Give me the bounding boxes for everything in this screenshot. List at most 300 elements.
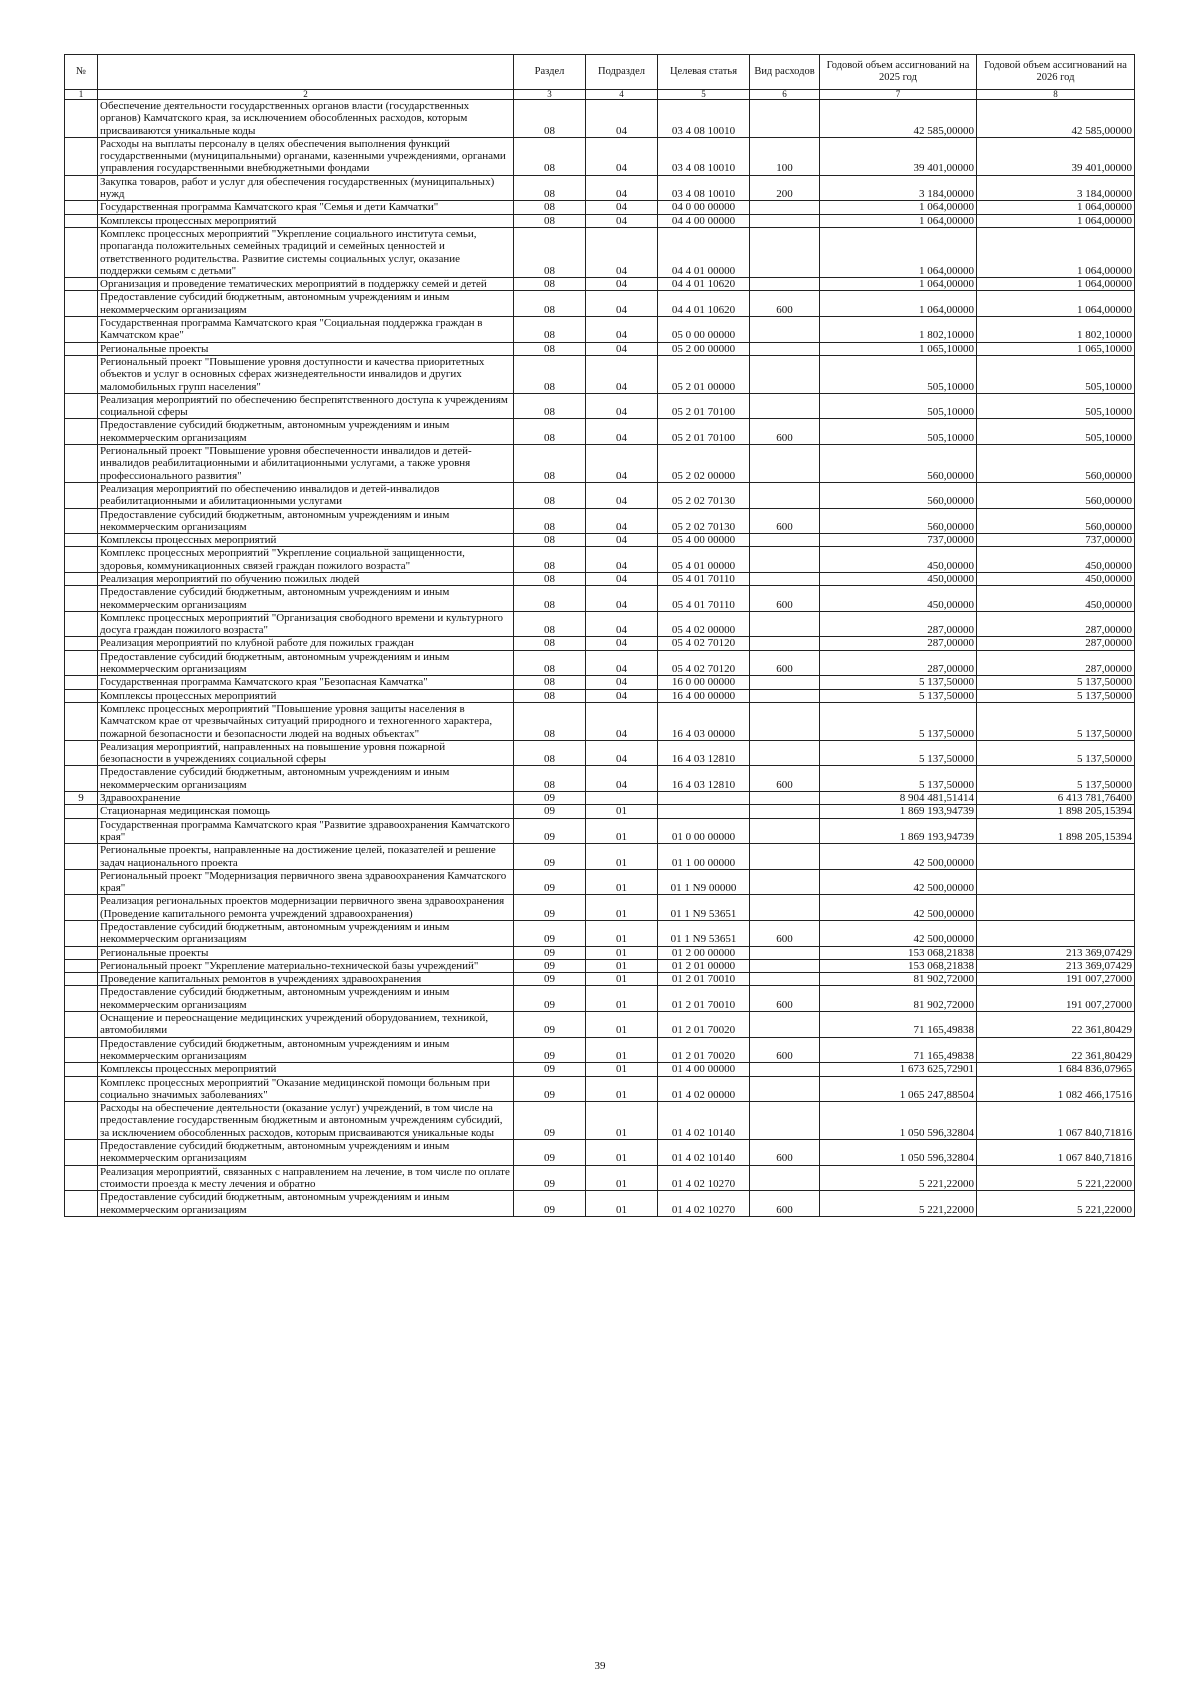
row-vid	[750, 445, 820, 483]
row-podrazdel: 04	[586, 100, 658, 138]
row-target: 05 2 01 70100	[658, 419, 750, 445]
row-number	[65, 740, 98, 766]
row-number	[65, 805, 98, 818]
row-amount-2026: 1 064,00000	[977, 291, 1135, 317]
row-vid	[750, 393, 820, 419]
row-amount-2025: 42 585,00000	[820, 100, 977, 138]
row-amount-2025: 737,00000	[820, 534, 977, 547]
row-number	[65, 278, 98, 291]
row-name: Реализация региональных проектов модернизации первичного звена здравоохранения (Проведение капитального ремонта учреждений здравоохранения)	[98, 895, 514, 921]
row-name: Проведение капитальных ремонтов в учреждениях здравоохранения	[98, 973, 514, 986]
row-number	[65, 921, 98, 947]
row-vid	[750, 689, 820, 702]
row-target: 05 4 01 00000	[658, 547, 750, 573]
row-amount-2025: 5 137,50000	[820, 740, 977, 766]
row-name: Государственная программа Камчатского края "Безопасная Камчатка"	[98, 676, 514, 689]
row-name: Здравоохранение	[98, 792, 514, 805]
row-podrazdel: 04	[586, 201, 658, 214]
row-number	[65, 650, 98, 676]
table-row	[65, 419, 1135, 445]
row-vid: 600	[750, 1191, 820, 1217]
row-target: 01 4 02 10140	[658, 1102, 750, 1140]
row-name: Региональные проекты, направленные на достижение целей, показателей и решение задач национального проекта	[98, 844, 514, 870]
row-amount-2025: 5 221,22000	[820, 1191, 977, 1217]
row-amount-2025: 8 904 481,51414	[820, 792, 977, 805]
row-amount-2026: 1 898 205,15394	[977, 818, 1135, 844]
table-row	[65, 611, 1135, 637]
row-name: Реализация мероприятий по обеспечению беспрепятственного доступа к учреждениям социальной сферы	[98, 393, 514, 419]
table-row	[65, 534, 1135, 547]
row-target: 16 0 00 00000	[658, 676, 750, 689]
row-number	[65, 572, 98, 585]
table-row	[65, 214, 1135, 227]
row-razdel: 08	[514, 702, 586, 740]
row-amount-2025: 450,00000	[820, 572, 977, 585]
table-row	[65, 869, 1135, 895]
row-name: Комплексы процессных мероприятий	[98, 1063, 514, 1076]
row-target: 01 2 01 70020	[658, 1037, 750, 1063]
row-vid: 600	[750, 921, 820, 947]
row-number	[65, 1140, 98, 1166]
row-name: Комплексы процессных мероприятий	[98, 689, 514, 702]
row-amount-2026: 1 802,10000	[977, 317, 1135, 343]
row-razdel: 09	[514, 973, 586, 986]
row-vid	[750, 1063, 820, 1076]
row-razdel: 09	[514, 986, 586, 1012]
table-row	[65, 844, 1135, 870]
row-amount-2026: 287,00000	[977, 637, 1135, 650]
column-number: 8	[977, 90, 1135, 100]
table-row	[65, 689, 1135, 702]
row-vid	[750, 547, 820, 573]
row-amount-2025: 5 137,50000	[820, 766, 977, 792]
row-target: 01 1 N9 53651	[658, 921, 750, 947]
row-podrazdel: 04	[586, 278, 658, 291]
row-target	[658, 792, 750, 805]
row-target: 16 4 00 00000	[658, 689, 750, 702]
row-target: 01 4 00 00000	[658, 1063, 750, 1076]
header-target: Целевая статья	[658, 55, 750, 90]
row-name: Предоставление субсидий бюджетным, автономным учреждениям и иным некоммерческим организациям	[98, 1037, 514, 1063]
row-vid	[750, 895, 820, 921]
row-name: Расходы на выплаты персоналу в целях обеспечения выполнения функций государственными (муниципальными) органами, казенными учреждениями, органами управления государственными внебюджетными фондами	[98, 137, 514, 175]
row-target: 01 4 02 10270	[658, 1165, 750, 1191]
row-target: 05 0 00 00000	[658, 317, 750, 343]
table-row	[65, 100, 1135, 138]
row-amount-2026: 505,10000	[977, 355, 1135, 393]
row-amount-2025: 1 064,00000	[820, 278, 977, 291]
row-podrazdel: 01	[586, 1165, 658, 1191]
row-amount-2025: 153 068,21838	[820, 946, 977, 959]
row-target: 16 4 03 12810	[658, 740, 750, 766]
row-razdel: 08	[514, 534, 586, 547]
row-number	[65, 844, 98, 870]
row-number	[65, 227, 98, 277]
row-podrazdel: 04	[586, 445, 658, 483]
row-podrazdel: 04	[586, 650, 658, 676]
table-row	[65, 317, 1135, 343]
column-number: 6	[750, 90, 820, 100]
row-target: 01 2 01 70010	[658, 986, 750, 1012]
row-amount-2026: 1 684 836,07965	[977, 1063, 1135, 1076]
row-name: Реализация мероприятий, направленных на повышение уровня пожарной безопасности в учреждениях социальной сферы	[98, 740, 514, 766]
row-name: Предоставление субсидий бюджетным, автономным учреждениям и иным некоммерческим организациям	[98, 766, 514, 792]
row-podrazdel: 04	[586, 317, 658, 343]
row-razdel: 09	[514, 818, 586, 844]
header-podrazdel: Подраздел	[586, 55, 658, 90]
row-vid	[750, 676, 820, 689]
row-target: 05 4 02 70120	[658, 637, 750, 650]
row-amount-2026: 737,00000	[977, 534, 1135, 547]
row-amount-2026: 1 065,10000	[977, 342, 1135, 355]
row-target: 03 4 08 10010	[658, 175, 750, 201]
table-row	[65, 1140, 1135, 1166]
row-target: 05 2 01 70100	[658, 393, 750, 419]
row-number	[65, 1102, 98, 1140]
row-amount-2026: 505,10000	[977, 393, 1135, 419]
row-name: Комплекс процессных мероприятий "Повышение уровня защиты населения в Камчатском крае от чрезвычайных ситуаций природного и техногенного характера, пожарной безопасности и безопасности людей на водных объектах"	[98, 702, 514, 740]
row-podrazdel: 04	[586, 676, 658, 689]
row-amount-2026: 560,00000	[977, 482, 1135, 508]
row-vid	[750, 201, 820, 214]
row-podrazdel: 04	[586, 291, 658, 317]
row-amount-2026: 6 413 781,76400	[977, 792, 1135, 805]
row-razdel: 08	[514, 278, 586, 291]
table-body	[65, 100, 1135, 1217]
row-vid: 600	[750, 1037, 820, 1063]
row-vid	[750, 973, 820, 986]
table-row	[65, 393, 1135, 419]
row-amount-2025: 71 165,49838	[820, 1012, 977, 1038]
table-row	[65, 702, 1135, 740]
row-amount-2026: 1 898 205,15394	[977, 805, 1135, 818]
row-amount-2026: 5 137,50000	[977, 676, 1135, 689]
row-name: Предоставление субсидий бюджетным, автономным учреждениям и иным некоммерческим организациям	[98, 419, 514, 445]
row-amount-2026: 450,00000	[977, 586, 1135, 612]
row-target: 01 1 00 00000	[658, 844, 750, 870]
row-podrazdel: 01	[586, 844, 658, 870]
row-razdel: 09	[514, 946, 586, 959]
row-vid: 600	[750, 508, 820, 534]
row-name: Расходы на обеспечение деятельности (оказание услуг) учреждений, в том числе на предоставление государственным бюджетным и автономным учреждениям субсидий, за исключением обособленных расходов, которым присваиваются уникальные коды	[98, 1102, 514, 1140]
row-amount-2025: 39 401,00000	[820, 137, 977, 175]
row-podrazdel: 01	[586, 1191, 658, 1217]
row-razdel: 09	[514, 1102, 586, 1140]
row-name: Региональные проекты	[98, 342, 514, 355]
row-razdel: 08	[514, 214, 586, 227]
row-razdel: 09	[514, 1165, 586, 1191]
row-target: 03 4 08 10010	[658, 100, 750, 138]
table-row	[65, 1191, 1135, 1217]
row-razdel: 09	[514, 844, 586, 870]
row-vid	[750, 611, 820, 637]
row-amount-2025: 71 165,49838	[820, 1037, 977, 1063]
table-row	[65, 792, 1135, 805]
row-amount-2026: 1 064,00000	[977, 227, 1135, 277]
row-razdel: 08	[514, 650, 586, 676]
row-amount-2026: 450,00000	[977, 547, 1135, 573]
row-razdel: 08	[514, 175, 586, 201]
row-podrazdel: 04	[586, 766, 658, 792]
row-razdel: 09	[514, 1037, 586, 1063]
table-row	[65, 482, 1135, 508]
table-row	[65, 740, 1135, 766]
table-row	[65, 547, 1135, 573]
row-target: 04 4 01 00000	[658, 227, 750, 277]
table-row	[65, 227, 1135, 277]
row-name: Комплекс процессных мероприятий "Укрепление социальной защищенности, здоровья, коммуникационных связей граждан пожилого возраста"	[98, 547, 514, 573]
row-number	[65, 946, 98, 959]
row-name: Предоставление субсидий бюджетным, автономным учреждениям и иным некоммерческим организациям	[98, 650, 514, 676]
row-vid: 200	[750, 175, 820, 201]
row-podrazdel: 01	[586, 973, 658, 986]
row-podrazdel: 01	[586, 1063, 658, 1076]
table-row	[65, 201, 1135, 214]
row-podrazdel: 01	[586, 986, 658, 1012]
row-amount-2026: 5 221,22000	[977, 1191, 1135, 1217]
row-vid	[750, 214, 820, 227]
row-number	[65, 1037, 98, 1063]
row-amount-2025: 42 500,00000	[820, 921, 977, 947]
row-number	[65, 393, 98, 419]
row-amount-2025: 1 869 193,94739	[820, 818, 977, 844]
row-razdel: 09	[514, 792, 586, 805]
row-number	[65, 534, 98, 547]
row-name: Закупка товаров, работ и услуг для обеспечения государственных (муниципальных) нужд	[98, 175, 514, 201]
row-podrazdel: 04	[586, 534, 658, 547]
row-amount-2026: 1 082 466,17516	[977, 1076, 1135, 1102]
row-amount-2025: 450,00000	[820, 547, 977, 573]
row-vid: 600	[750, 766, 820, 792]
row-amount-2025: 505,10000	[820, 355, 977, 393]
row-amount-2026: 560,00000	[977, 445, 1135, 483]
header-y2026: Годовой объем ассигнований на 2026 год	[977, 55, 1135, 90]
row-name: Региональные проекты	[98, 946, 514, 959]
row-target: 03 4 08 10010	[658, 137, 750, 175]
row-vid	[750, 355, 820, 393]
row-number	[65, 1012, 98, 1038]
row-podrazdel: 04	[586, 419, 658, 445]
row-target: 05 4 01 70110	[658, 572, 750, 585]
table-row	[65, 586, 1135, 612]
row-razdel: 08	[514, 291, 586, 317]
row-name: Государственная программа Камчатского края "Развитие здравоохранения Камчатского края"	[98, 818, 514, 844]
row-vid	[750, 278, 820, 291]
row-number	[65, 342, 98, 355]
row-podrazdel: 04	[586, 355, 658, 393]
row-name: Предоставление субсидий бюджетным, автономным учреждениям и иным некоммерческим организациям	[98, 586, 514, 612]
table-row	[65, 946, 1135, 959]
row-name: Региональный проект "Повышение уровня обеспеченности инвалидов и детей-инвалидов реабилитационными и абилитационными услугами, а также уровня профессионального развития"	[98, 445, 514, 483]
row-amount-2026: 287,00000	[977, 650, 1135, 676]
row-vid	[750, 792, 820, 805]
row-number	[65, 959, 98, 972]
row-target: 04 4 01 10620	[658, 278, 750, 291]
row-target	[658, 805, 750, 818]
row-number: 9	[65, 792, 98, 805]
row-amount-2025: 42 500,00000	[820, 895, 977, 921]
row-amount-2026: 1 064,00000	[977, 201, 1135, 214]
row-vid: 600	[750, 1140, 820, 1166]
row-amount-2026: 42 585,00000	[977, 100, 1135, 138]
table-row	[65, 1012, 1135, 1038]
row-number	[65, 869, 98, 895]
row-number	[65, 818, 98, 844]
row-amount-2026: 5 221,22000	[977, 1165, 1135, 1191]
row-amount-2025: 5 137,50000	[820, 676, 977, 689]
row-razdel: 09	[514, 1191, 586, 1217]
row-name: Реализация мероприятий по обеспечению инвалидов и детей-инвалидов реабилитационными и абилитационными услугами	[98, 482, 514, 508]
row-name: Стационарная медицинская помощь	[98, 805, 514, 818]
row-podrazdel: 04	[586, 689, 658, 702]
row-podrazdel: 04	[586, 508, 658, 534]
row-target: 05 2 02 00000	[658, 445, 750, 483]
table-row	[65, 676, 1135, 689]
row-amount-2026: 287,00000	[977, 611, 1135, 637]
column-number: 3	[514, 90, 586, 100]
table-row	[65, 637, 1135, 650]
row-razdel: 08	[514, 676, 586, 689]
table-row	[65, 805, 1135, 818]
row-target: 16 4 03 00000	[658, 702, 750, 740]
row-number	[65, 355, 98, 393]
table-row	[65, 1037, 1135, 1063]
row-razdel: 09	[514, 1140, 586, 1166]
table-row	[65, 572, 1135, 585]
table-row	[65, 175, 1135, 201]
row-vid	[750, 946, 820, 959]
row-name: Комплексы процессных мероприятий	[98, 214, 514, 227]
header-razdel: Раздел	[514, 55, 586, 90]
table-row	[65, 342, 1135, 355]
row-target: 04 0 00 00000	[658, 201, 750, 214]
row-amount-2025: 505,10000	[820, 393, 977, 419]
row-podrazdel: 01	[586, 1037, 658, 1063]
row-razdel: 09	[514, 1012, 586, 1038]
row-target: 01 4 02 10140	[658, 1140, 750, 1166]
row-amount-2025: 1 673 625,72901	[820, 1063, 977, 1076]
row-amount-2025: 287,00000	[820, 611, 977, 637]
row-name: Региональный проект "Укрепление материально-технической базы учреждений"	[98, 959, 514, 972]
row-number	[65, 291, 98, 317]
row-amount-2025: 1 065,10000	[820, 342, 977, 355]
table-row	[65, 959, 1135, 972]
row-razdel: 08	[514, 445, 586, 483]
row-amount-2026	[977, 895, 1135, 921]
row-amount-2026: 191 007,27000	[977, 973, 1135, 986]
row-vid	[750, 844, 820, 870]
row-target: 05 2 02 70130	[658, 482, 750, 508]
row-podrazdel: 04	[586, 572, 658, 585]
row-razdel: 08	[514, 482, 586, 508]
row-number	[65, 586, 98, 612]
table-row	[65, 291, 1135, 317]
row-amount-2025: 1 064,00000	[820, 291, 977, 317]
row-razdel: 08	[514, 100, 586, 138]
row-podrazdel: 01	[586, 895, 658, 921]
row-vid	[750, 959, 820, 972]
row-target: 05 2 01 00000	[658, 355, 750, 393]
row-number	[65, 676, 98, 689]
row-number	[65, 317, 98, 343]
row-razdel: 08	[514, 393, 586, 419]
column-number: 4	[586, 90, 658, 100]
row-vid	[750, 1012, 820, 1038]
row-podrazdel: 01	[586, 805, 658, 818]
row-razdel: 08	[514, 637, 586, 650]
row-podrazdel: 01	[586, 1076, 658, 1102]
row-razdel: 08	[514, 227, 586, 277]
row-name: Комплексы процессных мероприятий	[98, 534, 514, 547]
row-amount-2025: 5 137,50000	[820, 702, 977, 740]
row-target: 05 2 02 70130	[658, 508, 750, 534]
row-name: Региональный проект "Повышение уровня доступности и качества приоритетных объектов и услуг в основных сферах жизнедеятельности инвалидов и других маломобильных групп населения"	[98, 355, 514, 393]
row-number	[65, 1076, 98, 1102]
row-amount-2025: 42 500,00000	[820, 869, 977, 895]
row-vid	[750, 227, 820, 277]
row-amount-2025: 3 184,00000	[820, 175, 977, 201]
row-podrazdel: 04	[586, 637, 658, 650]
table-row	[65, 766, 1135, 792]
row-vid	[750, 805, 820, 818]
row-target: 05 4 01 70110	[658, 586, 750, 612]
row-vid	[750, 1076, 820, 1102]
row-amount-2026: 3 184,00000	[977, 175, 1135, 201]
row-target: 01 2 01 00000	[658, 959, 750, 972]
row-vid: 600	[750, 419, 820, 445]
row-amount-2026: 5 137,50000	[977, 740, 1135, 766]
row-target: 05 4 02 00000	[658, 611, 750, 637]
table-row	[65, 355, 1135, 393]
row-razdel: 08	[514, 201, 586, 214]
row-target: 01 2 01 70010	[658, 973, 750, 986]
row-podrazdel: 01	[586, 1140, 658, 1166]
row-number	[65, 419, 98, 445]
row-podrazdel: 01	[586, 1012, 658, 1038]
page-number: 39	[594, 1660, 606, 1672]
row-podrazdel: 01	[586, 869, 658, 895]
row-vid	[750, 572, 820, 585]
row-amount-2026: 213 369,07429	[977, 959, 1135, 972]
row-amount-2026: 5 137,50000	[977, 689, 1135, 702]
row-target: 01 4 02 00000	[658, 1076, 750, 1102]
row-target: 05 4 02 70120	[658, 650, 750, 676]
table-row	[65, 508, 1135, 534]
row-razdel: 08	[514, 689, 586, 702]
row-podrazdel: 01	[586, 818, 658, 844]
row-vid: 600	[750, 986, 820, 1012]
row-number	[65, 1165, 98, 1191]
row-name: Комплекс процессных мероприятий "Оказание медицинской помощи больным при социально значимых заболеваниях"	[98, 1076, 514, 1102]
row-amount-2025: 505,10000	[820, 419, 977, 445]
row-target: 05 2 00 00000	[658, 342, 750, 355]
row-razdel: 08	[514, 137, 586, 175]
row-amount-2026	[977, 921, 1135, 947]
row-number	[65, 445, 98, 483]
row-vid: 100	[750, 137, 820, 175]
row-amount-2026: 450,00000	[977, 572, 1135, 585]
column-number: 1	[65, 90, 98, 100]
column-number: 5	[658, 90, 750, 100]
column-numbers-row	[65, 90, 1135, 100]
row-razdel: 08	[514, 508, 586, 534]
header-name	[98, 55, 514, 90]
row-razdel: 08	[514, 611, 586, 637]
row-razdel: 08	[514, 740, 586, 766]
row-name: Предоставление субсидий бюджетным, автономным учреждениям и иным некоммерческим организациям	[98, 508, 514, 534]
row-amount-2026: 22 361,80429	[977, 1012, 1135, 1038]
row-amount-2026: 560,00000	[977, 508, 1135, 534]
